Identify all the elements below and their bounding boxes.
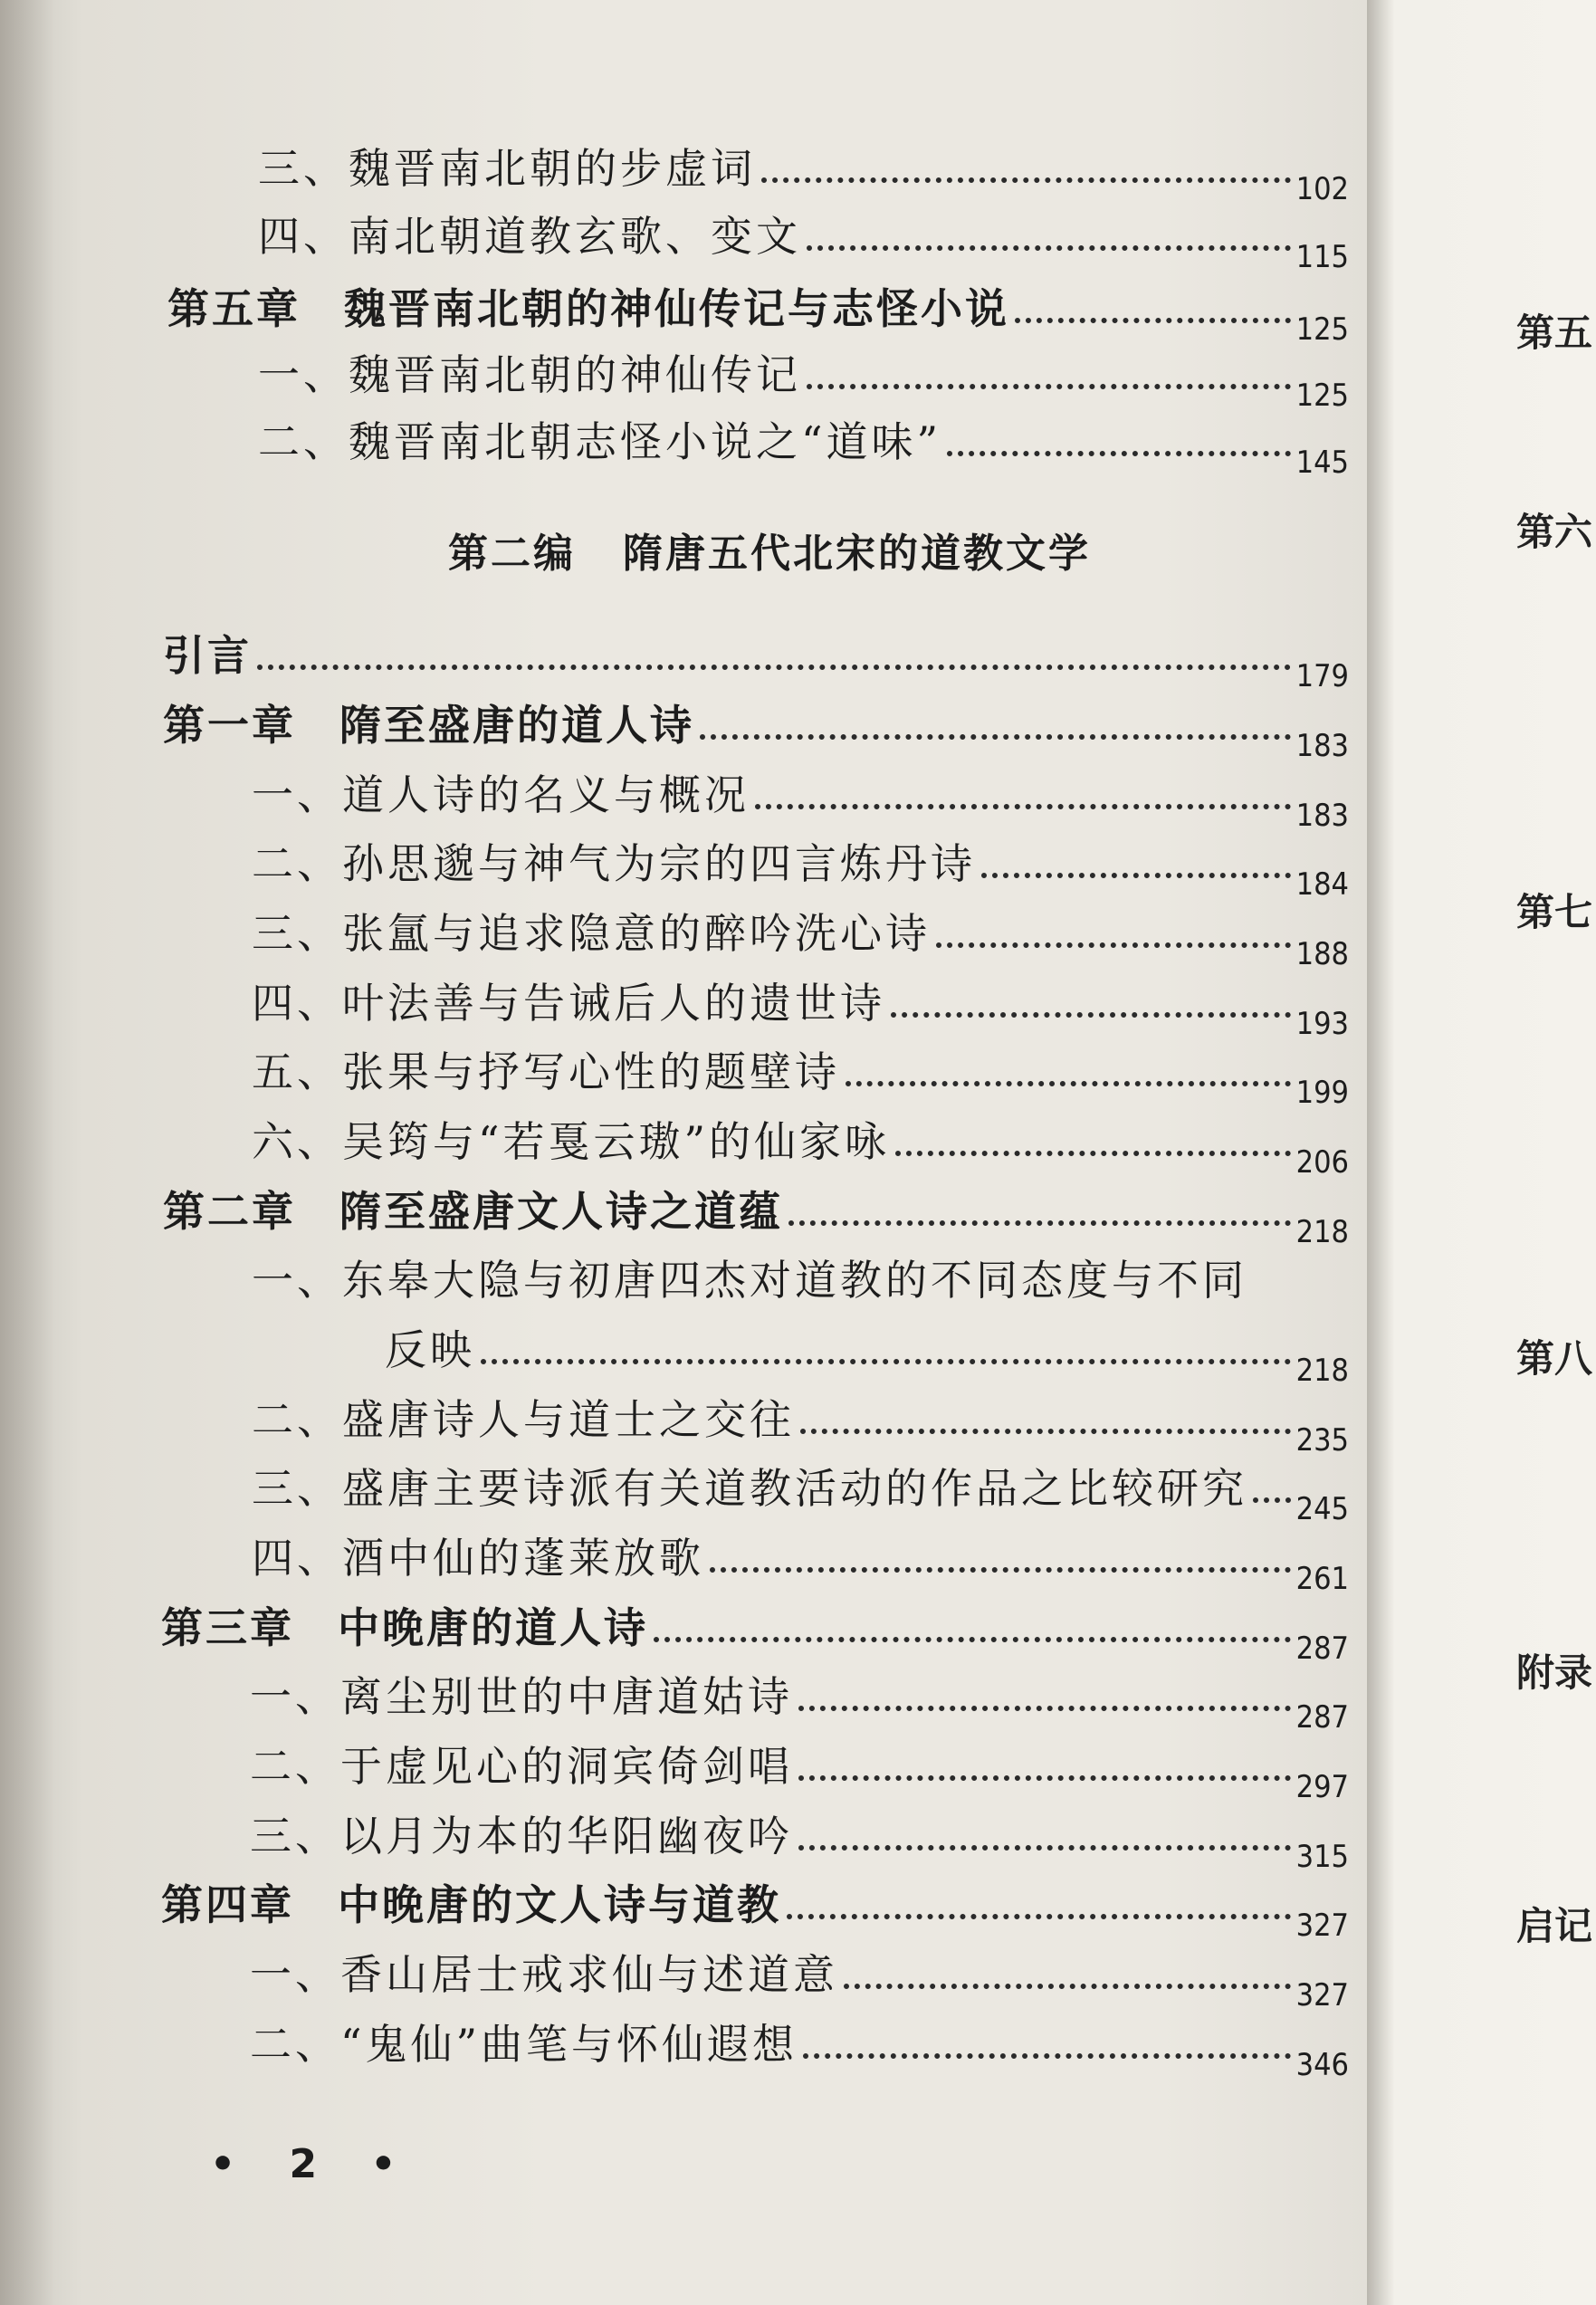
dot-leader [700, 734, 1291, 740]
toc-page-number: 218 [1295, 1214, 1349, 1250]
chapter-title: 中晚唐的道人诗 [338, 1603, 648, 1652]
dot-leader [800, 1429, 1291, 1434]
toc-page-number: 193 [1295, 1006, 1349, 1042]
dot-leader [1253, 1497, 1291, 1503]
dot-leader [1015, 318, 1291, 323]
chapter-title: 隋至盛唐文人诗之道蕴 [339, 1187, 783, 1236]
chapter-number: 第四章 [161, 1880, 294, 1929]
toc-entry-label: 一、魏晋南北朝的神仙传记 [258, 350, 801, 399]
toc-entry [252, 1039, 1349, 1111]
dot-leader [787, 1914, 1291, 1919]
dot-leader [891, 1012, 1291, 1018]
right-page-heading: 第五 [1516, 311, 1593, 355]
toc-page-number: 261 [1295, 1561, 1349, 1597]
toc-entry [252, 1109, 1349, 1181]
toc-page-number: 297 [1295, 1769, 1349, 1805]
toc-page-number: 188 [1295, 936, 1349, 972]
toc-chapter-3 [161, 1595, 1349, 1667]
toc-entry-label: 二、魏晋南北朝志怪小说之“道味” [258, 417, 942, 466]
chapter-title: 中晚唐的文人诗与道教 [338, 1880, 781, 1929]
toc-entry [258, 136, 1349, 207]
chapter-number: 第三章 [161, 1603, 294, 1652]
toc-entry-label: 四、叶法善与告诫后人的遗世诗 [252, 979, 885, 1028]
dot-leader [798, 1706, 1291, 1711]
toc-entry-label: 反映 [385, 1325, 475, 1374]
toc-entry [250, 1942, 1349, 2013]
toc-chapter-4 [161, 1872, 1349, 1944]
dot-leader [846, 1081, 1291, 1086]
toc-entry-label: 引言 [163, 631, 252, 680]
dot-leader [761, 177, 1291, 183]
toc-entry-label: 一、离尘别世的中唐道姑诗 [250, 1672, 793, 1721]
toc-entry [258, 204, 1349, 275]
chapter-number: 第五章 [167, 284, 301, 333]
toc-page-number: 102 [1295, 171, 1349, 207]
dot-leader [257, 665, 1291, 670]
page-folio: • 2 • [210, 2141, 416, 2187]
toc-page-number: 218 [1295, 1353, 1349, 1389]
toc-page-number: 115 [1295, 239, 1349, 275]
toc-entry-multiline [252, 1248, 1349, 1307]
toc-chapter-5 [167, 276, 1349, 348]
part-heading [448, 521, 1091, 579]
right-page-heading: 附录 [1516, 1650, 1593, 1695]
dot-leader [895, 1151, 1291, 1156]
toc-entry-label: 四、酒中仙的蓬莱放歌 [252, 1534, 704, 1583]
dot-leader [788, 1220, 1291, 1226]
dot-leader [654, 1637, 1291, 1642]
toc-entry-label: 二、盛唐诗人与道士之交往 [252, 1395, 795, 1444]
toc-page-number: 125 [1295, 378, 1349, 414]
toc-page-number: 206 [1295, 1144, 1349, 1181]
toc-page-number: 245 [1295, 1491, 1349, 1527]
toc-page-number: 315 [1295, 1839, 1349, 1875]
chapter-number: 第一章 [163, 701, 296, 750]
toc-entry-label: 二、于虚见心的洞宾倚剑唱 [250, 1742, 793, 1791]
toc-page-number: 287 [1295, 1631, 1349, 1667]
toc-entry-label: 一、东皋大隐与初唐四杰对道教的不同态度与不同 [252, 1256, 1247, 1305]
toc-entry [250, 2012, 1349, 2083]
toc-entry [252, 762, 1349, 834]
toc-entry [252, 831, 1349, 903]
toc-entry-label: 二、孙思邈与神气为宗的四言炼丹诗 [252, 839, 976, 888]
toc-entry [258, 409, 1349, 481]
toc-entry [250, 1734, 1349, 1805]
dot-leader [947, 451, 1291, 456]
dot-leader [755, 804, 1291, 809]
toc-page-number: 145 [1295, 445, 1349, 481]
toc-page-number: 287 [1295, 1699, 1349, 1736]
part-title: 隋唐五代北宋的道教文学 [623, 531, 1091, 577]
toc-entry-label: 六、吴筠与“若戛云璈”的仙家咏 [252, 1117, 891, 1166]
dot-leader [807, 245, 1291, 251]
toc-entry-label: 三、张氲与追求隐意的醉吟洗心诗 [252, 909, 931, 958]
dot-leader [803, 2053, 1291, 2059]
chapter-title: 隋至盛唐的道人诗 [339, 701, 694, 750]
part-number: 第二编 [448, 531, 576, 577]
toc-entry [252, 901, 1349, 972]
toc-entry [250, 1664, 1349, 1736]
toc-page-number: 179 [1295, 658, 1349, 694]
toc-page-number: 183 [1295, 798, 1349, 834]
toc-entry-label: 四、南北朝道教玄歌、变文 [258, 212, 801, 261]
dot-leader [798, 1775, 1291, 1781]
dot-leader [936, 942, 1291, 948]
chapter-title: 魏晋南北朝的神仙传记与志怪小说 [344, 284, 1009, 333]
toc-page-number: 199 [1295, 1075, 1349, 1111]
toc-page-number: 346 [1295, 2047, 1349, 2083]
toc-page-number: 184 [1295, 866, 1349, 903]
toc-intro [163, 623, 1349, 694]
toc-page-number: 235 [1295, 1422, 1349, 1459]
right-page-heading: 第七 [1516, 890, 1593, 934]
toc-entry-label: 二、“鬼仙”曲笔与怀仙遐想 [250, 2020, 798, 2069]
toc-entry [252, 1387, 1349, 1459]
toc-chapter-2 [163, 1179, 1349, 1250]
toc-page-number: 183 [1295, 728, 1349, 764]
toc-page-number: 125 [1295, 311, 1349, 348]
toc-entry-continuation [385, 1317, 1349, 1389]
right-page-heading: 第六 [1516, 510, 1593, 554]
toc-entry-label: 三、盛唐主要诗派有关道教活动的作品之比较研究 [252, 1464, 1247, 1513]
toc-entry [250, 1803, 1349, 1875]
dot-leader [481, 1359, 1291, 1364]
toc-entry-label: 三、以月为本的华阳幽夜吟 [250, 1812, 793, 1860]
dot-leader [798, 1845, 1291, 1851]
dot-leader [844, 1984, 1291, 1989]
toc-entry-label: 一、道人诗的名义与概况 [252, 770, 750, 819]
toc-page-number: 327 [1295, 1977, 1349, 2013]
toc-entry [252, 971, 1349, 1042]
toc-entry [252, 1526, 1349, 1597]
toc-entry [258, 342, 1349, 414]
toc-entry-label: 一、香山居士戒求仙与述道意 [250, 1950, 838, 1999]
toc-chapter-1 [163, 693, 1349, 764]
right-page-heading: 启记 [1516, 1904, 1593, 1948]
dot-leader [807, 384, 1291, 389]
chapter-number: 第二章 [163, 1187, 296, 1236]
toc-page-number: 327 [1295, 1908, 1349, 1944]
right-page-heading: 第八 [1516, 1336, 1593, 1381]
toc-entry [252, 1456, 1349, 1527]
dot-leader [710, 1567, 1291, 1573]
toc-entry-label: 五、张果与抒写心性的题壁诗 [252, 1047, 840, 1096]
dot-leader [981, 873, 1291, 878]
toc-entry-label: 三、魏晋南北朝的步虚词 [258, 144, 756, 193]
